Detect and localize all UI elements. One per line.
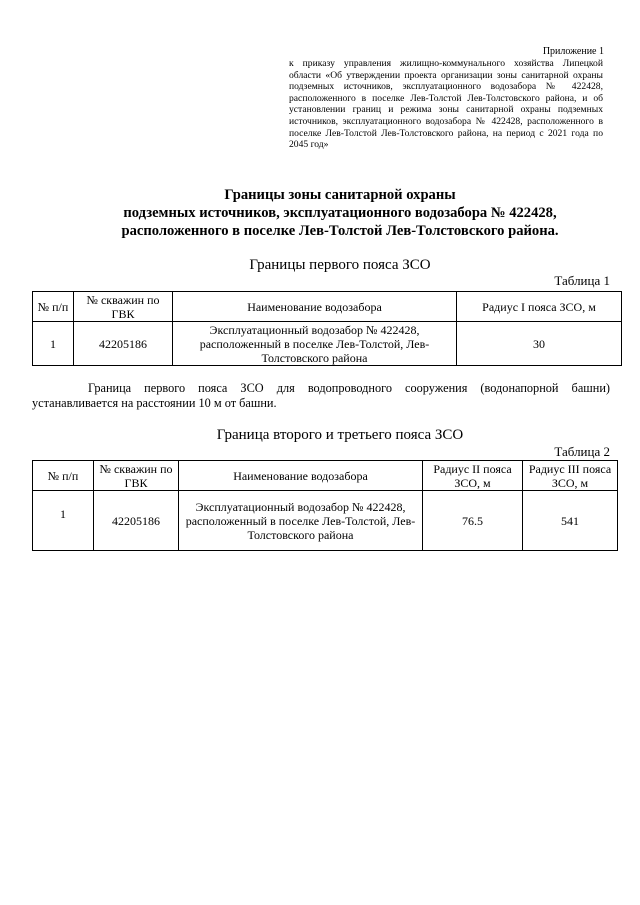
title-line-1: Границы зоны санитарной охраны	[224, 187, 456, 203]
table2-cell-radius3: 541	[523, 491, 618, 551]
table1-header-well: № скважин по ГВК	[74, 292, 173, 322]
table2-header-radius3: Радиус III пояса ЗСО, м	[523, 461, 618, 491]
paragraph: Граница первого пояса ЗСО для водопроводного сооружения (водонапорной башни) устанавливается на расстоянии 10 м от башни.	[32, 381, 610, 410]
table-row	[33, 322, 622, 366]
table2-header-row	[33, 461, 618, 491]
page-title	[0, 186, 640, 240]
table2-cell-well: 42205186	[94, 491, 179, 551]
table1-label: Таблица 1	[554, 273, 610, 288]
appendix-text: к приказу управления жилищно-коммунального хозяйства Липецкой области «Об утверждении проекта организации зоны санитарной охраны подземных источников, эксплуатационного водозабора № 422428, расположенного в поселке Лев-Толстой Лев-Толстовского района, и об установлении границ и режима зоны санитарной охраны подземных источников, эксплуатационного водозабора № 422428, расположенного в поселке Лев-Толстой Лев-Толстовского района, на период с 2021 года по 2045 год»	[289, 58, 603, 151]
table-row	[33, 491, 618, 551]
table-1	[32, 291, 622, 366]
table1-header-row	[33, 292, 622, 322]
table1-cell-name: Эксплуатационный водозабор № 422428, расположенный в поселке Лев-Толстой, Лев-Толстовского района	[173, 322, 457, 366]
table1-cell-num: 1	[33, 322, 74, 366]
table2-label: Таблица 2	[554, 444, 610, 459]
table2-cell-num: 1	[33, 491, 94, 551]
table1-header-radius: Радиус I пояса ЗСО, м	[457, 292, 622, 322]
title-line-2: подземных источников, эксплуатационного водозабора № 422428,	[123, 205, 557, 221]
appendix-label: Приложение 1	[542, 46, 604, 57]
table-2	[32, 460, 618, 551]
table2-cell-name: Эксплуатационный водозабор № 422428, расположенный в поселке Лев-Толстой, Лев-Толстовского района	[179, 491, 423, 551]
table1-header-num: № п/п	[33, 292, 74, 322]
section2-heading: Граница второго и третьего пояса ЗСО	[216, 427, 464, 443]
table2-header-radius2: Радиус II пояса ЗСО, м	[423, 461, 523, 491]
table2-header-num: № п/п	[33, 461, 94, 491]
table1-cell-well: 42205186	[74, 322, 173, 366]
section1-heading: Границы первого пояса ЗСО	[249, 257, 431, 273]
table2-cell-radius2: 76.5	[423, 491, 523, 551]
table1-cell-radius: 30	[457, 322, 622, 366]
table2-header-well: № скважин по ГВК	[94, 461, 179, 491]
table1-header-name: Наименование водозабора	[173, 292, 457, 322]
table2-header-name: Наименование водозабора	[179, 461, 423, 491]
title-line-3: расположенного в поселке Лев-Толстой Лев-Толстовского района.	[121, 223, 559, 239]
